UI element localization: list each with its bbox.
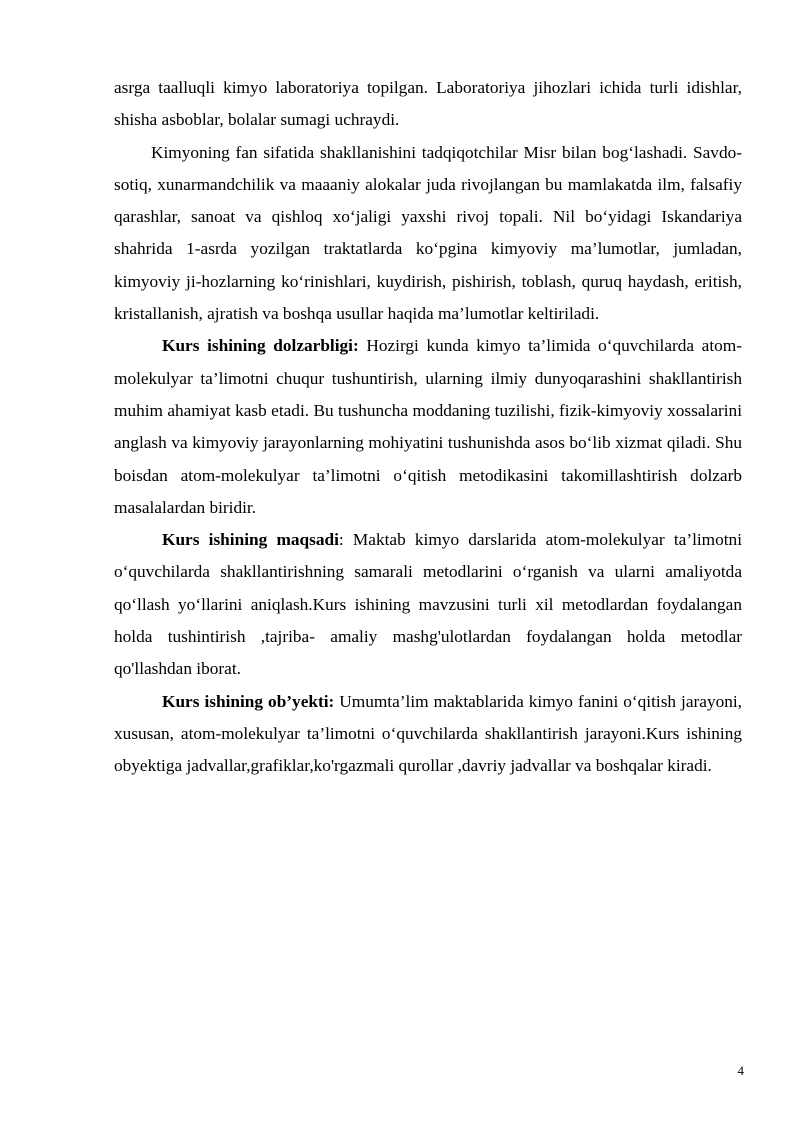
page-number: 4 bbox=[737, 1063, 744, 1078]
relevance-heading: Kurs ishining dolzarbligi: bbox=[162, 336, 359, 356]
paragraph-lab-finds: asrga taalluqli kimyo laboratoriya topilgan. Laboratoriya jihozlari ichida turli idishlar, shisha asboblar, bolalar sumagi uchraydi. bbox=[114, 78, 742, 130]
paragraph-object bbox=[114, 686, 742, 783]
paragraph-goal bbox=[114, 524, 742, 685]
relevance-text: Hozirgi kunda kimyo ta’limida o‘quvchilarda atom-molekulyar ta’limotni chuqur tushuntirish, ularning ilmiy dunyoqarashini shakllantirish muhim ahamiyat kasb etadi. Bu tushuncha moddaning tuzilishi, fizik-kimyoviy xossalarini anglash va kimyoviy jarayonlarning mohiyatini tushunishda asos bo‘lib xizmat qiladi. Shu boisdan atom-molekulyar ta’limotni o‘qitish metodikasini takomillashtirish dolzarb masalalardan biridir. bbox=[114, 336, 742, 517]
object-heading: Kurs ishining ob’yekti: bbox=[162, 691, 335, 711]
paragraph-chemistry-origins: Kimyoning fan sifatida shakllanishini tadqiqotchilar Misr bilan bog‘lashadi. Savdo-sotiq, xunarmandchilik va maaaniy alokalar juda rivojlangan bu mamlakatda ilm, falsafiy qarashlar, sanoat va qishloq xo‘jaligi yaxshi rivoj topali. Nil bo‘yidagi Iskandariya shahrida 1-asrda yozilgan traktatlarda ko‘pgina kimyoviy ma’lumotlar, jumladan, kimyoviy ji-hozlarning ko‘rinishlari, kuydirish, pishirish, toblash, quruq haydash, eritish, kristallanish, ajratish va boshqa usullar haqida ma’lumotlar keltiriladi. bbox=[114, 142, 742, 324]
page-content bbox=[114, 72, 742, 783]
goal-heading: Kurs ishining maqsadi bbox=[162, 530, 339, 550]
paragraph-relevance bbox=[114, 330, 742, 524]
object-text: Umumta’lim maktablarida kimyo fanini o‘qitish jarayoni, xususan, atom-molekulyar ta’limotni o‘quvchilarda shakllantirish jarayoni.Kurs ishining obyektiga jadvallar,grafiklar,ko'rgazmali qurollar ,davriy jadvallar va boshqalar kiradi. bbox=[114, 691, 742, 776]
goal-text: : Maktab kimyo darslarida atom-molekulyar ta’limotni o‘quvchilarda shakllantirishning samarali metodlarini o‘rganish va ularni amaliyotda qo‘llash yo‘llarini aniqlash.Kurs ishining mavzusini turli xil metodlardan foydalangan holda tushintirish ,tajriba- amaliy mashg'ulotlardan foydalangan holda metodlar qo'llashdan iborat. bbox=[114, 530, 742, 679]
